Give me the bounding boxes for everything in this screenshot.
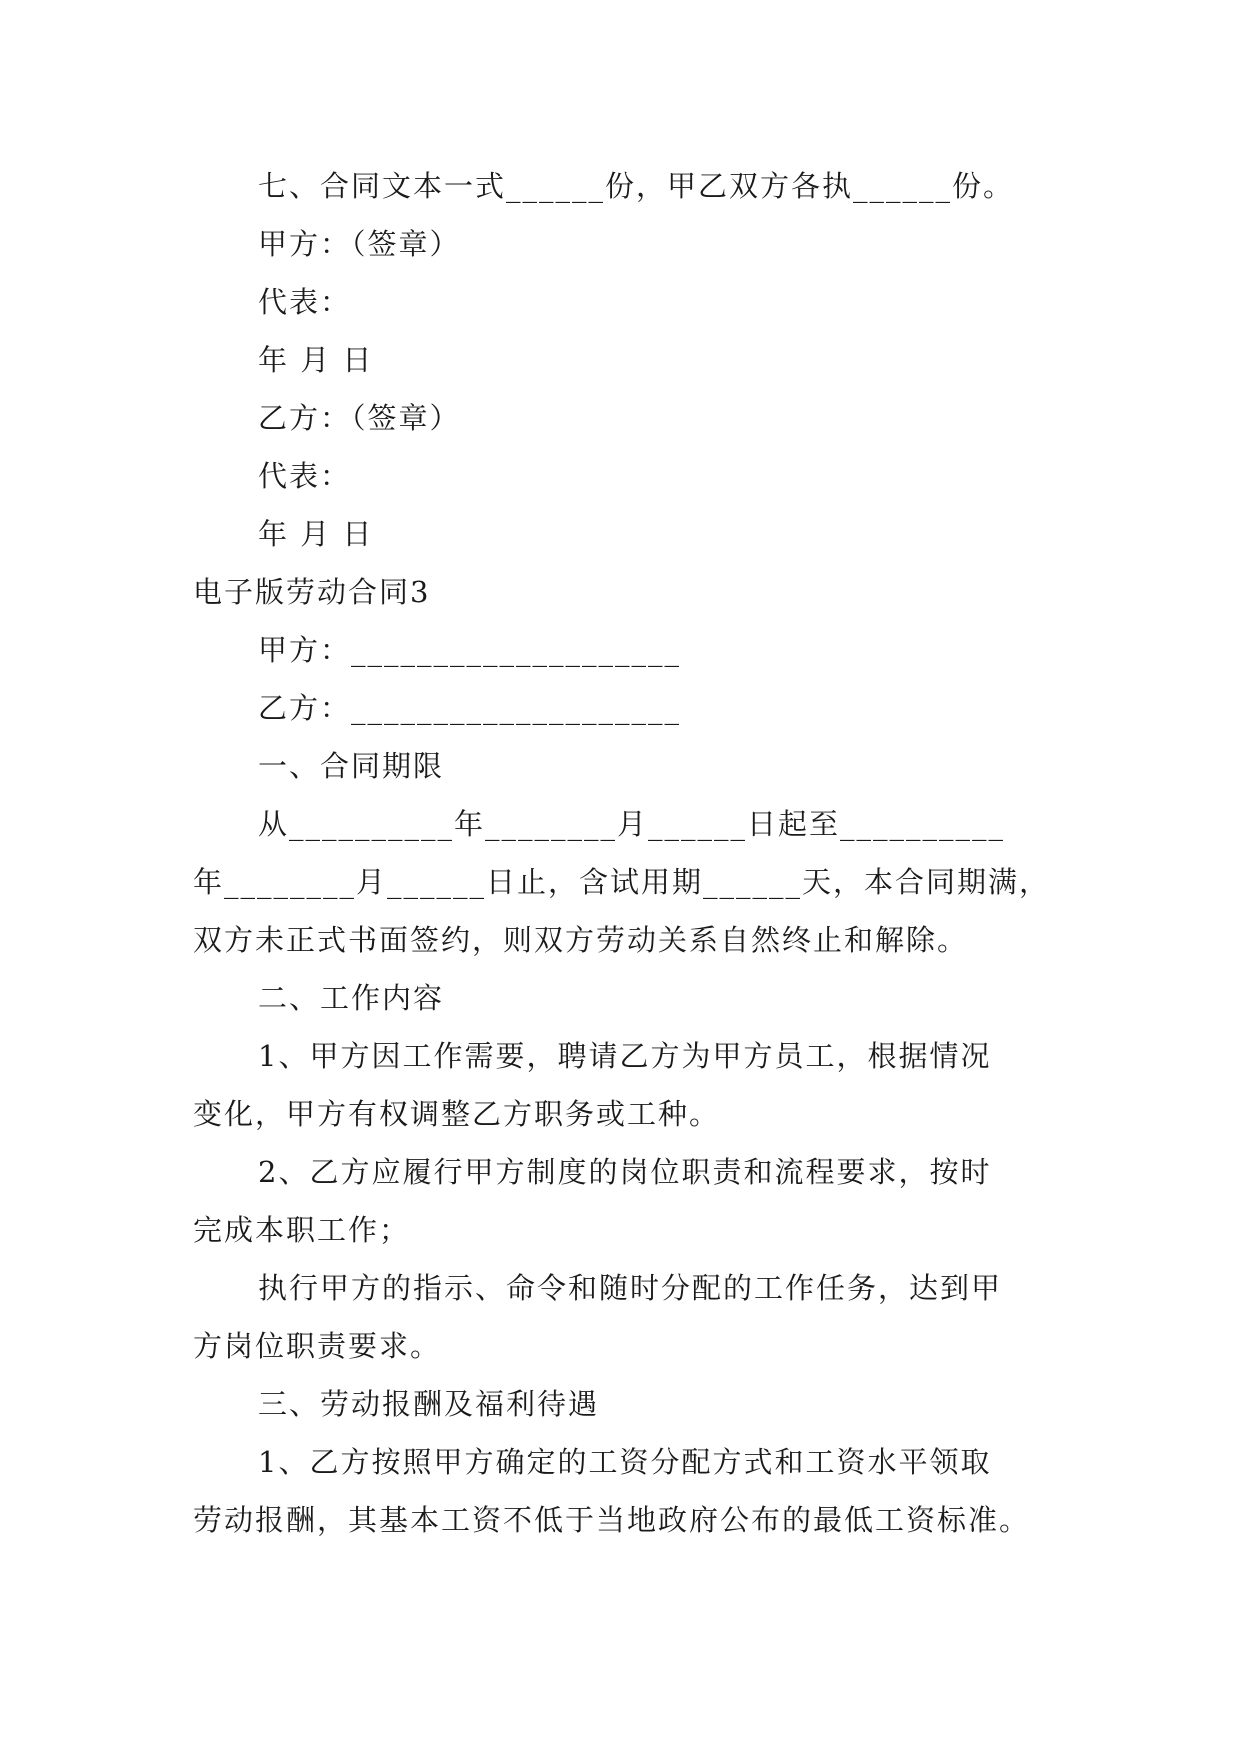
term-line-3: 双方未正式书面签约，则双方劳动关系自然终止和解除。 xyxy=(193,923,969,957)
party-a-seal: 甲方：（签章） xyxy=(258,227,461,261)
pay-item-1-line-1: 1、乙方按照甲方确定的工资分配方式和工资水平领取 xyxy=(258,1445,992,1479)
term-line-2: 年________月______日止，含试用期______天，本合同期满， xyxy=(193,865,1051,899)
clause-7-copies: 七、合同文本一式______份，甲乙双方各执______份。 xyxy=(258,169,1015,203)
work-item-3-line-2: 方岗位职责要求。 xyxy=(193,1329,442,1363)
party-a-field: 甲方：____________________ xyxy=(258,633,682,667)
party-b-seal: 乙方：（签章） xyxy=(258,401,461,435)
work-item-3-line-1: 执行甲方的指示、命令和随时分配的工作任务，达到甲 xyxy=(258,1271,1003,1305)
section-2-heading: 二、工作内容 xyxy=(258,981,445,1015)
work-item-2-line-2: 完成本职工作； xyxy=(193,1213,411,1247)
pay-item-1-line-2: 劳动报酬，其基本工资不低于当地政府公布的最低工资标准。 xyxy=(193,1503,1031,1537)
section-1-heading: 一、合同期限 xyxy=(258,749,445,783)
work-item-1-line-2: 变化，甲方有权调整乙方职务或工种。 xyxy=(193,1097,721,1131)
work-item-2-line-1: 2、乙方应履行甲方制度的岗位职责和流程要求，按时 xyxy=(258,1155,992,1189)
section-3-heading: 三、劳动报酬及福利待遇 xyxy=(258,1387,600,1421)
party-a-date: 年 月 日 xyxy=(258,343,374,377)
party-b-field: 乙方：____________________ xyxy=(258,691,682,725)
party-b-representative: 代表： xyxy=(258,459,352,493)
document-title: 电子版劳动合同3 xyxy=(193,575,431,609)
work-item-1-line-1: 1、甲方因工作需要，聘请乙方为甲方员工，根据情况 xyxy=(258,1039,992,1073)
party-a-representative: 代表： xyxy=(258,285,352,319)
term-line-1: 从__________年________月______日起至__________ xyxy=(258,807,1006,841)
party-b-date: 年 月 日 xyxy=(258,517,374,551)
